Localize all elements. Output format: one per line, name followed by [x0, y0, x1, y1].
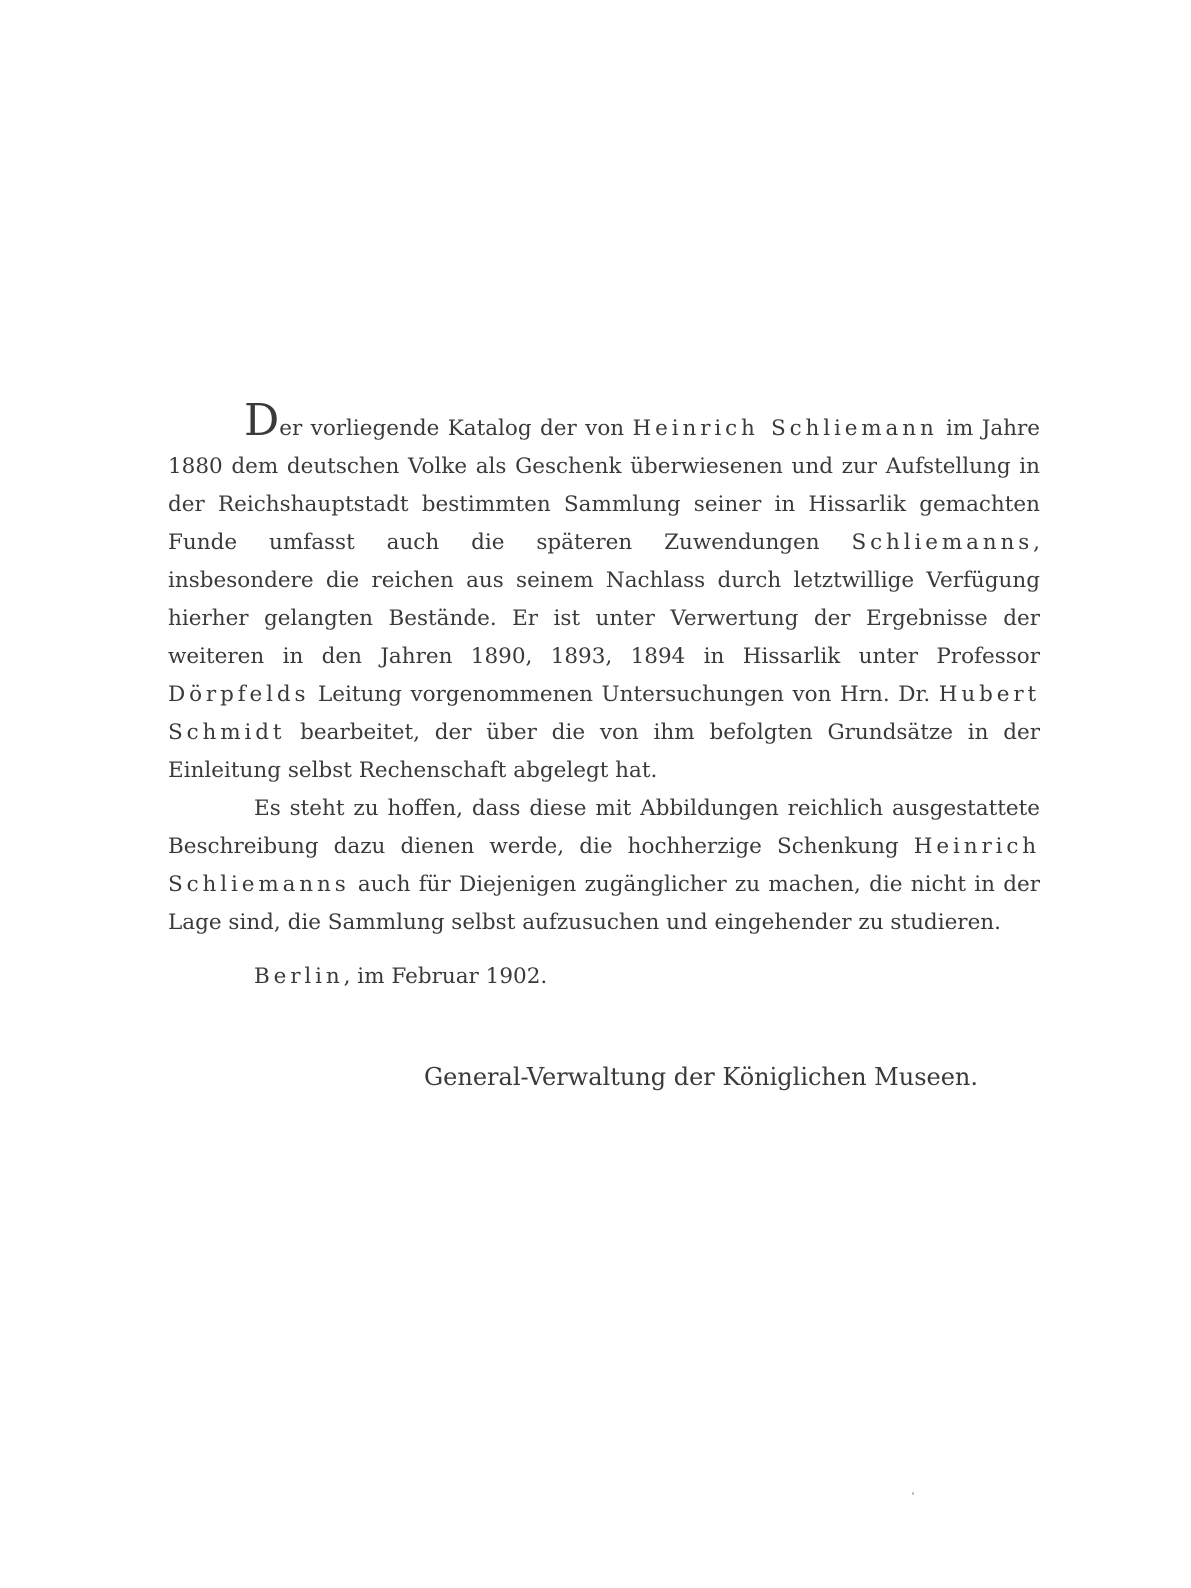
- text-run: Leitung vorgenommenen Untersuchungen von Hrn. Dr.: [309, 682, 939, 707]
- preface-text: [168, 395, 1040, 996]
- preface-paragraph-1: [168, 395, 1040, 790]
- text-run: er vorliegende Katalog der von: [279, 416, 633, 441]
- dateline: [168, 958, 1040, 996]
- spaced-name: Dörpfelds: [168, 682, 310, 707]
- text-run: auch für Diejenigen zugänglicher zu machen, die nicht in der Lage sind, die Sammlung selbst aufzusuchen und eingehender zu studieren.: [168, 872, 1040, 935]
- spaced-name: Hubert Schmidt: [168, 682, 1040, 745]
- dateline-date: , im Februar 1902.: [343, 964, 548, 989]
- dateline-place: Berlin: [254, 964, 344, 989]
- preface-paragraph-2: [168, 790, 1040, 942]
- spaced-name: Heinrich Schliemanns: [168, 834, 1040, 897]
- text-run: bearbeitet, der über die von ihm befolgten Grundsätze in der Einleitung selbst Rechenschaft abgelegt hat.: [168, 720, 1040, 783]
- text-run: Es steht zu hoffen, dass diese mit Abbildungen reichlich ausgestattete Beschreibung dazu dienen werde, die hochherzige Schenkung: [168, 796, 1040, 859]
- print-speck: [912, 1492, 914, 1495]
- text-run: , insbesondere die reichen aus seinem Nachlass durch letztwillige Verfügung hierher gelangten Bestände. Er ist unter Verwertung der Ergebnisse der weiteren in den Jahren 1890, 1893, 1894 in Hissarlik unter Professor: [168, 530, 1040, 669]
- spaced-name: Schliemanns: [851, 530, 1034, 555]
- drop-cap: D: [244, 395, 280, 446]
- text-run: im Jahre 1880 dem deutschen Volke als Geschenk überwiesenen und zur Aufstellung in der Reichshauptstadt bestimmten Sammlung seiner in Hissarlik gemachten Funde umfasst auch die späteren Zuwendungen: [168, 416, 1040, 555]
- spaced-name: Heinrich Schliemann: [632, 416, 938, 441]
- signature: General-Verwaltung der Königlichen Museen.: [424, 1063, 979, 1091]
